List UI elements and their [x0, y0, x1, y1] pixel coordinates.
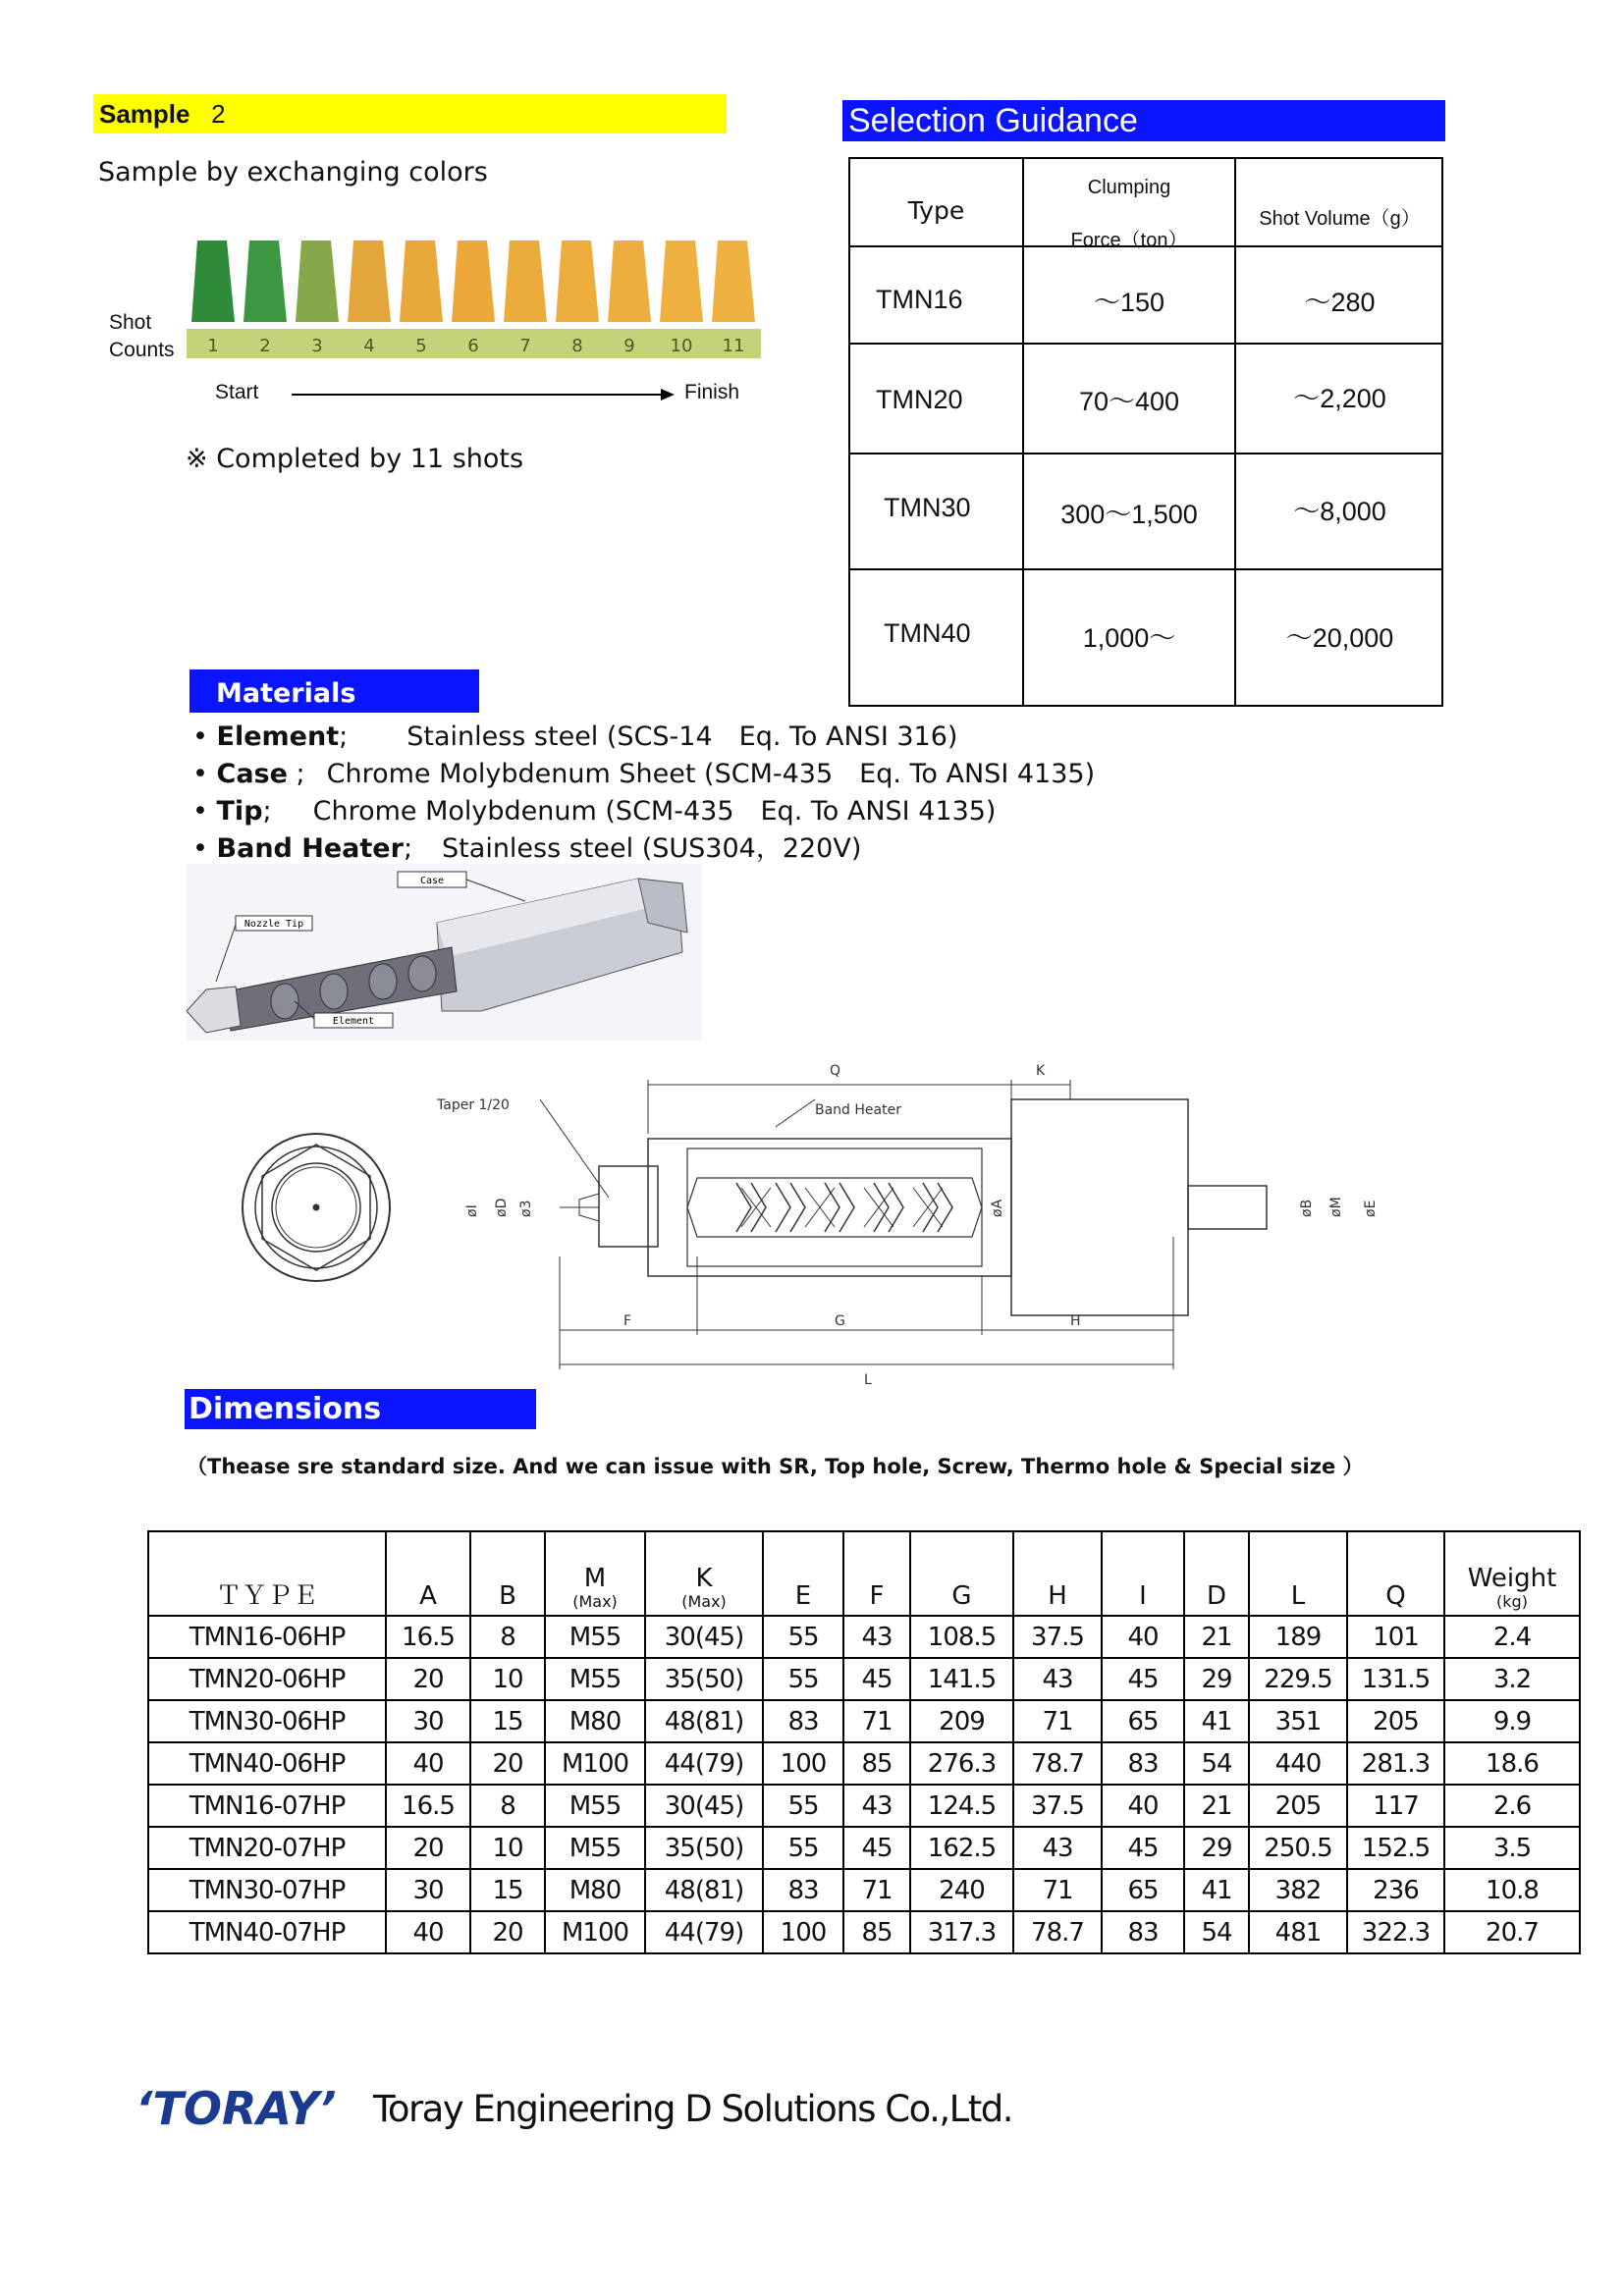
- selection-guidance-title: Selection Guidance: [842, 100, 1445, 141]
- table-cell: 205: [1347, 1700, 1444, 1742]
- header-main: D: [1206, 1581, 1227, 1611]
- shot-count-number: 4: [363, 336, 375, 356]
- table-cell: TMN20-06HP: [148, 1658, 386, 1700]
- material-sep: ;: [262, 796, 272, 827]
- table-cell: TMN30-06HP: [148, 1700, 386, 1742]
- table-row: [148, 1827, 1580, 1869]
- table-header-cell: [910, 1531, 1013, 1616]
- table-cell: 55: [763, 1658, 843, 1700]
- table-cell: 35(50): [645, 1827, 763, 1869]
- start-finish-arrow: [292, 386, 675, 403]
- table-cell: 43: [1013, 1658, 1102, 1700]
- header-main: M: [583, 1564, 607, 1593]
- shot-count-number: 5: [415, 336, 427, 356]
- shot-count-number: 2: [259, 336, 271, 356]
- table-cell: 20: [386, 1658, 470, 1700]
- shot-sample-piece: [348, 240, 391, 322]
- dimensions-title: Dimensions: [185, 1389, 536, 1429]
- header-main: F: [869, 1581, 885, 1611]
- table-cell: 78.7: [1013, 1911, 1102, 1953]
- table-cell: 162.5: [910, 1827, 1013, 1869]
- shot-sample-piece: [608, 240, 651, 322]
- table-header-cell: [1347, 1531, 1444, 1616]
- table-cell: 440: [1249, 1742, 1347, 1785]
- shot-sample-piece: [556, 240, 599, 322]
- table-row: [148, 1869, 1580, 1911]
- material-name: Element: [216, 721, 340, 752]
- header-main: B: [499, 1581, 516, 1611]
- material-name: Band Heater: [216, 833, 404, 864]
- table-cell: 37.5: [1013, 1785, 1102, 1827]
- table-cell: TMN40-07HP: [148, 1911, 386, 1953]
- table-cell: 317.3: [910, 1911, 1013, 1953]
- table-cell: 54: [1184, 1742, 1249, 1785]
- table-cell: 41: [1184, 1869, 1249, 1911]
- table-cell: 100: [763, 1911, 843, 1953]
- table-cell: 8: [470, 1616, 545, 1658]
- table-cell: 85: [843, 1742, 910, 1785]
- table-cell: 43: [1013, 1827, 1102, 1869]
- sel-row-shot: ～2,200: [1293, 384, 1386, 413]
- table-cell: 30: [386, 1700, 470, 1742]
- sel-row-type: TMN30: [884, 493, 971, 522]
- shot-sample-piece: [712, 240, 755, 322]
- table-cell: 189: [1249, 1616, 1347, 1658]
- dim-label-phi-e: øE: [1363, 1200, 1379, 1217]
- start-label: Start: [215, 381, 259, 403]
- shot-sample-piece: [400, 240, 443, 322]
- table-cell: 281.3: [1347, 1742, 1444, 1785]
- sel-header-shot: Shot Volume（g）: [1259, 208, 1421, 230]
- table-cell: 8: [470, 1785, 545, 1827]
- table-cell: 37.5: [1013, 1616, 1102, 1658]
- table-row: [148, 1616, 1580, 1658]
- table-cell: TMN20-07HP: [148, 1827, 386, 1869]
- dim-label-phi-3: ø3: [518, 1200, 534, 1217]
- selection-table: [848, 157, 1443, 707]
- table-row: [148, 1911, 1580, 1953]
- shot-count-number: 6: [467, 336, 479, 356]
- shot-count-number: 1: [207, 336, 219, 356]
- table-cell: 71: [1013, 1700, 1102, 1742]
- table-cell: 3.2: [1444, 1658, 1580, 1700]
- sel-row-type: TMN20: [876, 385, 963, 414]
- header-main: Weight: [1467, 1564, 1557, 1593]
- dimensions-table: [147, 1530, 1581, 1954]
- table-cell: 18.6: [1444, 1742, 1580, 1785]
- table-cell: 2.4: [1444, 1616, 1580, 1658]
- table-cell: 29: [1184, 1827, 1249, 1869]
- table-cell: 16.5: [386, 1616, 470, 1658]
- dim-label-l: L: [864, 1372, 872, 1388]
- materials-title: Materials: [189, 669, 479, 713]
- table-cell: 20: [386, 1827, 470, 1869]
- shot-sample-piece: [660, 240, 703, 322]
- table-cell: M55: [545, 1616, 645, 1658]
- table-cell: M80: [545, 1700, 645, 1742]
- table-cell: 351: [1249, 1700, 1347, 1742]
- table-cell: 55: [763, 1616, 843, 1658]
- label-nozzle-tip: Nozzle Tip: [244, 919, 304, 930]
- table-cell: 30(45): [645, 1616, 763, 1658]
- table-cell: 30: [386, 1869, 470, 1911]
- table-cell: TMN16-07HP: [148, 1785, 386, 1827]
- table-cell: 16.5: [386, 1785, 470, 1827]
- table-cell: 152.5: [1347, 1827, 1444, 1869]
- sample-number: 2: [211, 99, 226, 129]
- table-header-cell: [1013, 1531, 1102, 1616]
- toray-logo: [135, 2079, 361, 2138]
- sel-row-type: TMN16: [876, 285, 963, 314]
- dim-label-phi-m: øM: [1328, 1197, 1344, 1217]
- table-cell: 44(79): [645, 1911, 763, 1953]
- sel-row-force: 70～400: [1078, 387, 1180, 416]
- table-cell: 41: [1184, 1700, 1249, 1742]
- material-desc: Chrome Molybdenum Sheet (SCM-435 Eq. To ANSI 4135): [326, 759, 1096, 789]
- material-item: • Element; Stainless steel (SCS-14 Eq. To ANSI 316): [192, 721, 958, 752]
- dim-label-q: Q: [830, 1063, 841, 1079]
- table-cell: 40: [1102, 1785, 1184, 1827]
- shot-sample-piece: [452, 240, 495, 322]
- table-cell: M80: [545, 1869, 645, 1911]
- table-cell: 15: [470, 1869, 545, 1911]
- table-cell: 48(81): [645, 1700, 763, 1742]
- header-main: L: [1290, 1581, 1306, 1611]
- material-desc: Stainless steel (SCS-14 Eq. To ANSI 316): [406, 721, 958, 752]
- table-row: [148, 1700, 1580, 1742]
- dimensions-note: （Thease sre standard size. And we can issue with SR, Top hole, Screw, Thermo hole & Special size ）: [187, 1455, 1364, 1478]
- shot-count-number: 3: [311, 336, 323, 356]
- sel-row-force: 1,000～: [1082, 623, 1176, 653]
- dim-label-h: H: [1070, 1313, 1081, 1329]
- table-cell: 71: [843, 1869, 910, 1911]
- table-cell: 43: [843, 1616, 910, 1658]
- table-header-cell: [1184, 1531, 1249, 1616]
- table-cell: 10: [470, 1827, 545, 1869]
- header-main: E: [794, 1581, 812, 1611]
- shot-label-line1: Shot: [109, 311, 152, 334]
- shot-count-number: 10: [670, 336, 693, 356]
- shot-count-number: 9: [623, 336, 635, 356]
- table-cell: 3.5: [1444, 1827, 1580, 1869]
- table-cell: 48(81): [645, 1869, 763, 1911]
- table-cell: 83: [1102, 1911, 1184, 1953]
- shot-sample-piece: [504, 240, 547, 322]
- table-cell: M100: [545, 1742, 645, 1785]
- table-cell: 205: [1249, 1785, 1347, 1827]
- table-cell: 78.7: [1013, 1742, 1102, 1785]
- header-main: Q: [1385, 1581, 1406, 1611]
- dim-label-k: K: [1036, 1063, 1046, 1079]
- table-cell: TMN16-06HP: [148, 1616, 386, 1658]
- sel-header-force-1: Clumping: [1087, 177, 1171, 198]
- side-view: [560, 1099, 1267, 1315]
- completed-note: ※ Completed by 11 shots: [186, 444, 524, 474]
- header-sub: (Max): [681, 1592, 727, 1611]
- material-sep: ;: [403, 833, 413, 864]
- table-cell: 100: [763, 1742, 843, 1785]
- material-desc: Stainless steel (SUS304，220V): [442, 833, 862, 864]
- material-item: • Case ; Chrome Molybdenum Sheet (SCM-435 Eq. To ANSI 4135): [192, 759, 1096, 789]
- band-heater-label: Band Heater: [815, 1102, 901, 1118]
- sel-row-shot: ～280: [1304, 288, 1376, 317]
- material-desc: Chrome Molybdenum (SCM-435 Eq. To ANSI 4135): [312, 796, 997, 827]
- nozzle-3d-illustration: [187, 864, 702, 1041]
- table-cell: 15: [470, 1700, 545, 1742]
- material-sep: ;: [339, 721, 349, 752]
- table-header-row: [148, 1531, 1580, 1616]
- shot-sample-piece: [296, 240, 339, 322]
- material-sep: ;: [287, 759, 305, 789]
- table-cell: 45: [843, 1658, 910, 1700]
- table-cell: 322.3: [1347, 1911, 1444, 1953]
- sample-label: Sample: [99, 99, 190, 129]
- table-cell: 83: [763, 1700, 843, 1742]
- table-cell: 250.5: [1249, 1827, 1347, 1869]
- table-cell: 21: [1184, 1616, 1249, 1658]
- shot-count-number: 8: [571, 336, 583, 356]
- table-header-cell: [545, 1531, 645, 1616]
- header-main: K: [695, 1564, 713, 1593]
- table-cell: TMN30-07HP: [148, 1869, 386, 1911]
- table-cell: M55: [545, 1658, 645, 1700]
- table-cell: 101: [1347, 1616, 1444, 1658]
- dim-label-phi-d: øD: [494, 1198, 510, 1217]
- table-cell: 55: [763, 1785, 843, 1827]
- shot-color-strip: [187, 226, 771, 368]
- sample-banner: [93, 94, 727, 133]
- taper-label: Taper 1/20: [437, 1097, 510, 1113]
- table-cell: 29: [1184, 1658, 1249, 1700]
- header-sub: (Max): [572, 1592, 618, 1611]
- table-cell: 71: [843, 1700, 910, 1742]
- table-cell: 2.6: [1444, 1785, 1580, 1827]
- table-cell: 124.5: [910, 1785, 1013, 1827]
- table-cell: 229.5: [1249, 1658, 1347, 1700]
- table-cell: 117: [1347, 1785, 1444, 1827]
- dim-label-phi-b: øB: [1299, 1199, 1315, 1217]
- table-cell: 9.9: [1444, 1700, 1580, 1742]
- sel-header-type: Type: [907, 196, 965, 225]
- table-cell: 131.5: [1347, 1658, 1444, 1700]
- table-cell: 54: [1184, 1911, 1249, 1953]
- sel-row-shot: ～8,000: [1293, 497, 1386, 526]
- table-cell: 10.8: [1444, 1869, 1580, 1911]
- shot-label-line2: Counts: [109, 339, 175, 361]
- table-cell: 40: [386, 1911, 470, 1953]
- table-header-cell: [645, 1531, 763, 1616]
- table-cell: 71: [1013, 1869, 1102, 1911]
- material-name: Case: [216, 759, 288, 789]
- table-cell: 45: [1102, 1658, 1184, 1700]
- table-cell: 481: [1249, 1911, 1347, 1953]
- sel-row-shot: ～20,000: [1285, 623, 1394, 653]
- table-cell: 108.5: [910, 1616, 1013, 1658]
- table-cell: 65: [1102, 1700, 1184, 1742]
- table-header-cell: [1444, 1531, 1580, 1616]
- label-case: Case: [419, 876, 445, 886]
- table-cell: 65: [1102, 1869, 1184, 1911]
- table-cell: M100: [545, 1911, 645, 1953]
- material-name: Tip: [216, 796, 263, 827]
- shot-count-number: 7: [519, 336, 531, 356]
- table-header-cell: [148, 1531, 386, 1616]
- table-cell: 236: [1347, 1869, 1444, 1911]
- material-item: • Tip; Chrome Molybdenum (SCM-435 Eq. To ANSI 4135): [192, 796, 997, 827]
- company-name: Toray Engineering D Solutions Co.,Ltd.: [373, 2088, 1012, 2130]
- label-element: Element: [332, 1016, 375, 1027]
- table-row: [148, 1785, 1580, 1827]
- table-header-cell: [763, 1531, 843, 1616]
- shot-counts-label: [109, 309, 175, 364]
- table-cell: 40: [386, 1742, 470, 1785]
- table-cell: 21: [1184, 1785, 1249, 1827]
- table-cell: 240: [910, 1869, 1013, 1911]
- table-cell: 141.5: [910, 1658, 1013, 1700]
- header-sub: (kg): [1496, 1592, 1528, 1611]
- dim-label-g: G: [835, 1313, 845, 1329]
- header-main: H: [1048, 1581, 1067, 1611]
- sel-row-force: ～150: [1093, 288, 1165, 317]
- finish-label: Finish: [684, 381, 740, 403]
- table-cell: 209: [910, 1700, 1013, 1742]
- table-header-cell: [386, 1531, 470, 1616]
- table-cell: 43: [843, 1785, 910, 1827]
- table-cell: 44(79): [645, 1742, 763, 1785]
- header-main: A: [419, 1581, 437, 1611]
- table-cell: 20: [470, 1911, 545, 1953]
- table-cell: 276.3: [910, 1742, 1013, 1785]
- table-cell: 45: [843, 1827, 910, 1869]
- sel-row-force: 300～1,500: [1060, 500, 1198, 529]
- logo-text: ‘TORAY’: [135, 2082, 337, 2135]
- table-header-cell: [1249, 1531, 1347, 1616]
- table-cell: 35(50): [645, 1658, 763, 1700]
- table-cell: TMN40-06HP: [148, 1742, 386, 1785]
- technical-drawing: [226, 1060, 1404, 1414]
- table-cell: M55: [545, 1785, 645, 1827]
- table-cell: 83: [1102, 1742, 1184, 1785]
- table-cell: 30(45): [645, 1785, 763, 1827]
- header-main: I: [1139, 1581, 1147, 1611]
- table-row: [148, 1658, 1580, 1700]
- shot-sample-piece: [191, 240, 235, 322]
- table-row: [148, 1742, 1580, 1785]
- header-main: G: [951, 1581, 972, 1611]
- sample-subtitle: Sample by exchanging colors: [98, 157, 488, 187]
- table-cell: 85: [843, 1911, 910, 1953]
- table-cell: 382: [1249, 1869, 1347, 1911]
- shot-sample-piece: [244, 240, 287, 322]
- table-cell: 45: [1102, 1827, 1184, 1869]
- table-cell: 20: [470, 1742, 545, 1785]
- header-main: ＴＹＰＥ: [215, 1581, 318, 1611]
- table-header-cell: [470, 1531, 545, 1616]
- dim-label-phi-i: øI: [464, 1204, 480, 1217]
- sel-header-force-2: Force（ton）: [1070, 230, 1188, 251]
- sel-row-type: TMN40: [884, 618, 971, 648]
- table-header-cell: [1102, 1531, 1184, 1616]
- table-cell: 10: [470, 1658, 545, 1700]
- table-header-cell: [843, 1531, 910, 1616]
- table-cell: 20.7: [1444, 1911, 1580, 1953]
- table-cell: M55: [545, 1827, 645, 1869]
- table-cell: 55: [763, 1827, 843, 1869]
- end-view: [243, 1134, 390, 1281]
- material-item: • Band Heater; Stainless steel (SUS304，220V): [192, 833, 862, 864]
- dim-label-phi-a: øA: [990, 1199, 1005, 1217]
- table-cell: 83: [763, 1869, 843, 1911]
- shot-count-number: 11: [722, 336, 745, 356]
- dim-label-f: F: [623, 1313, 632, 1329]
- table-cell: 40: [1102, 1616, 1184, 1658]
